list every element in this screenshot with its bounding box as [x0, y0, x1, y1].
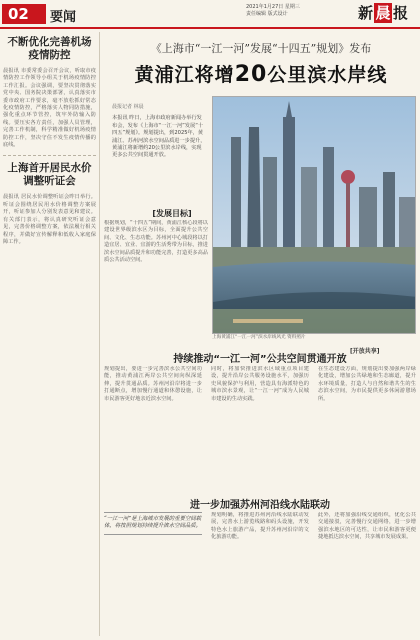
section3-col1: 规划明确，将推进苏州河沿线水陆联动发展，完善水上游览线路和码头设施，开发特色水上旅游产品，提升苏州河沿岸的文化旅游功能。 — [211, 512, 309, 541]
editor-text: 责任编辑 版式设计 — [246, 11, 288, 17]
skyline-photo — [212, 96, 416, 334]
article-headline — [106, 60, 416, 87]
pull-quote: “一江一河”是上海城市发展的重要空间载体，将按照规划持续提升滨水空间品质。 — [104, 512, 202, 535]
photo-caption: 上海黄浦江“一江一河”滨水岸线风光 资料照片 — [212, 335, 306, 340]
header-rule — [0, 27, 420, 29]
section-title: 要闻 — [50, 10, 77, 25]
page-number: 02 — [2, 4, 46, 24]
newspaper-logo — [358, 2, 416, 26]
pull-quote-column — [104, 512, 202, 539]
section2-tag: [开放共享] — [350, 348, 380, 355]
headline-part-2: 公里滨水岸线 — [267, 64, 388, 86]
byline: 晨报记者 林晨 — [112, 104, 144, 110]
headline-part-1: 黄浦江将增 — [134, 64, 235, 86]
section2-columns — [104, 366, 416, 496]
article-body-1: 根据规划，“十四五”期间，黄浦江核心段将以建设世界级滨水区为目标，全面提升公共空间、文化、生态功能。苏州河中心城段将以打造宜居、宜业、宜游的生活秀带为目标，推进滨水空间品质提升和功能完善，打造更多高品质公共活动空间。 — [104, 220, 208, 264]
left-article1-body: 晨报讯 市委常委会召开会议，听取市疫情防控工作领导小组关于机场疫情防控工作汇报。会议强调，要坚决贯彻落实党中央、国务院决策部署，认真落实市委市政府工作要求，毫不放松抓好常态化疫情防控，严格落实人物同防措施，强化重点环节管控，筑牢外防输入防线。要压实各方责任，加强人员管理，完善工作机制，科学精准做好机场疫情防控工作，坚决守住不发生疫情传播的底线。 — [3, 68, 96, 149]
lead-text: 本报讯 昨日，上海市政府新闻办举行发布会，发布《上海市“一江一河”发展“十四五”规划》。规划提出，到2025年，黄浦江、苏州河滨水空间品质进一步提升，黄浦江将新增约20公里滨水岸线，实现更多公共空间贯通开放。 — [112, 115, 206, 159]
section3-title: 进一步加强苏州河沿线水陆联动 — [190, 500, 330, 511]
section2-col1: 规划提出，要进一步完善滨水公共空间功能，推动黄浦江两岸公共空间向纵深延伸，提升贯通品质。苏州河沿岸将进一步打通断点，增加慢行通道和休憩设施，让市民游客更好地亲近滨水空间。 — [104, 366, 202, 402]
section2-col2: 同时，将加快推进滨水区域重点项目建设，提升沿岸公共服务设施水平，加强历史风貌保护与利用，营造具有海派特色的城市滨水景观，让“一江一河”成为人民城市建设的生动实践。 — [211, 366, 309, 402]
logo-char-1: 新 — [358, 4, 374, 22]
column-divider — [99, 32, 100, 636]
section2-col3: 在生态建设方面，规划提出要加强两岸绿化建设，增加公共绿地和生态廊道，提升水环境质量，打造人与自然和谐共生的生态滨水空间，为市民提供更多休闲游憩场所。 — [318, 366, 416, 402]
subhead-goals: [发展目标] — [152, 209, 192, 218]
divider — [3, 155, 96, 156]
section2-title: 持续推动“一江一河”公共空间贯通开放 — [173, 354, 347, 365]
headline-number: 20 — [234, 62, 268, 87]
masthead — [0, 0, 420, 28]
article-lead — [112, 104, 206, 160]
section3-columns — [104, 512, 416, 636]
date-text: 2021年1月27日 星期三 — [246, 4, 300, 10]
logo-char-2: 晨 — [375, 4, 391, 22]
section3-col2: 此外，还将加强沿线交通组织，优化公共交通接驳，完善慢行交通网络，进一步增强滨水地区的可达性，让市民和游客更便捷地抵达滨水空间，共享城市发展成果。 — [318, 512, 416, 541]
article-deck: 《上海市“一江一河”发展“十四五”规划》发布 — [150, 42, 372, 55]
left-column — [3, 36, 96, 636]
skyline-illustration — [213, 97, 416, 334]
left-article1-title: 不断优化完善机场疫情防控 — [7, 36, 92, 61]
left-article2-title: 上海首开居民水价调整听证会 — [7, 162, 92, 188]
left-article2-body: 晨报讯 居民水价调整听证会昨日举行。听证会围绕居民用水价格调整方案展开，听证参加人分别发表意见和建议。有关部门表示，将认真研究听证会意见，完善价格调整方案，依法履行相关程序，并做好宣传解释和低收入家庭保障工作。 — [3, 194, 96, 245]
date-line — [246, 4, 300, 18]
logo-char-3: 报 — [393, 4, 409, 22]
